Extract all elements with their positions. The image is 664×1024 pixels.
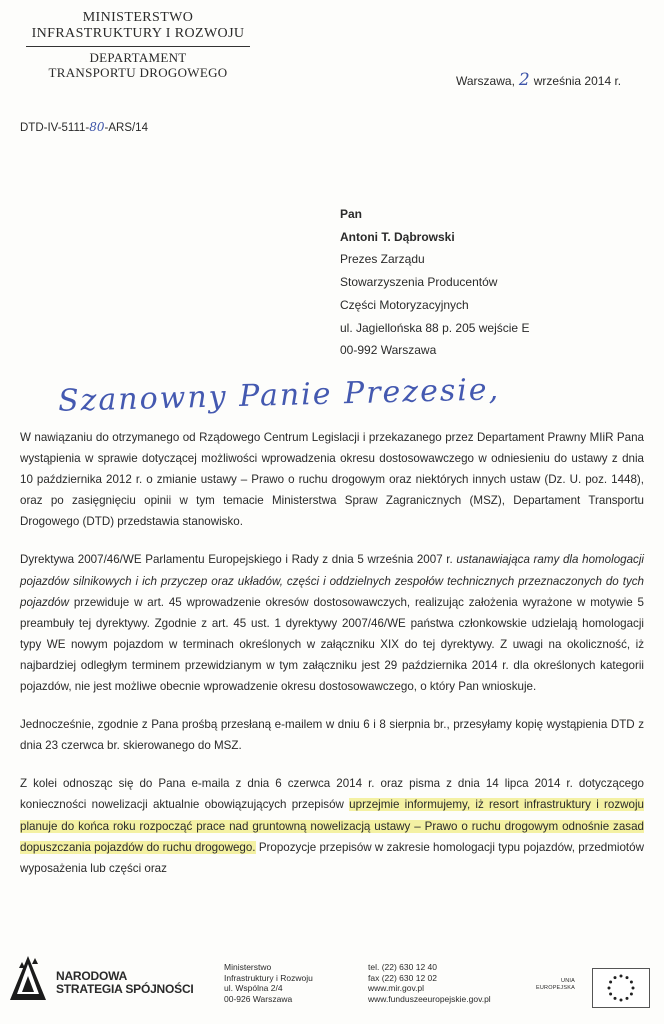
letterhead	[18, 10, 258, 80]
footer-address	[224, 962, 313, 1004]
ministry-name-line1: MINISTERSTWO	[82, 10, 194, 25]
letter-body	[20, 427, 644, 879]
paragraph-4	[20, 773, 644, 878]
eu-label-line1: UNIA	[561, 978, 575, 984]
addressee-position: Prezes Zarządu	[340, 252, 425, 267]
department-name-line1: DEPARTAMENT	[89, 50, 187, 65]
paragraph-4-rest: Propozycje przepisów w zakresie homologacji typu pojazdów, przedmiotów wyposażenia lub części oraz	[20, 840, 644, 875]
place: Warszawa,	[456, 74, 515, 88]
paragraph-4-intro: Z kolei odnosząc się do Pana e-maila z dnia 6 czerwca 2014 r. oraz pisma z dnia 14 lipca 2014 r. dotyczącego konieczności nowelizacji aktualnie obowiązujących przepisów	[20, 777, 644, 812]
month-year: września 2014 r.	[533, 74, 622, 88]
footer-addr-line4: 00-926 Warszawa	[224, 993, 293, 1004]
program-name-line2: STRATEGIA SPÓJNOŚCI	[56, 982, 194, 996]
nss-logo-icon	[8, 954, 48, 1002]
paragraph-3: Jednocześnie, zgodnie z Pana prośbą przesłaną e-mailem w dniu 6 i 8 sierpnia br., przesyłamy kopię wystąpienia DTD z dnia 23 czerwca br. skierowanego do MSZ.	[20, 718, 644, 753]
reference-number	[20, 120, 148, 134]
directive-title: ustanawiająca ramy dla homologacji pojazdów silnikowych i ich przyczep oraz układów, części i oddzielnych zespołów technicznych przeznaczonych do tych pojazdów	[20, 553, 644, 609]
paragraph-1: W nawiązaniu do otrzymanego od Rządowego Centrum Legislacji i przekazanego przez Departament Prawny MIiR Pana wystąpienia w sprawie dotyczącej możliwości wprowadzenia okresu dostosowawczego w odniesieniu do ustawy z dnia 10 października 2012 r. o zmianie ustawy – Prawo o ruchu drogowym oraz niektórych innych ustaw (Dz. U. poz. 1448), oraz po zasięgnięciu opinii w tym temacie Ministerstwa Spraw Zagranicznych (MSZ), Departament Transportu Drogowego (DTD) przedstawia stanowisko.	[20, 431, 644, 529]
addressee-street: ul. Jagiellońska 88 p. 205 wejście E	[340, 320, 530, 335]
eu-flag-icon	[592, 968, 650, 1008]
program-name	[56, 970, 194, 996]
footer-web-funds: www.funduszeeuropejskie.gov.pl	[368, 993, 491, 1004]
paragraph-2-rest: przewiduje w art. 45 wprowadzenie okresów dostosowawczych, realizując założenia wyrażone w motywie 5 preambuły tej dyrektywy. Zgodnie z art. 45 ust. 1 dyrektywy 2007/46/WE państwa członkowskie udzielają homologacji typy WE nowym pojazdom w terminach określonych w załączniku XIX do tej dyrektywy. Z uwagi na okoliczność, iż najbardziej odległym terminem przewidzianym w tym załączniku jest 29 października 2014 r. dla określonych kategorii pojazdów, nie jest możliwe obecnie wprowadzenie okresu dostosowawczego, o który Pan wnioskuje.	[20, 595, 644, 694]
addressee-name: Antoni T. Dąbrowski	[340, 229, 455, 244]
paragraph-2-intro: Dyrektywa 2007/46/WE Parlamentu Europejskiego i Rady z dnia 5 września 2007 r.	[20, 553, 453, 567]
addressee-org-line1: Stowarzyszenia Producentów	[340, 275, 498, 290]
letterhead-divider	[26, 46, 250, 47]
footer-addr-line3: ul. Wspólna 2/4	[224, 983, 283, 993]
footer-addr-line1: Ministerstwo	[224, 962, 272, 972]
ministry-name-line2: INFRASTRUKTURY I ROZWOJU	[31, 26, 245, 41]
paragraph-2	[20, 549, 644, 697]
addressee-block	[340, 203, 529, 362]
place-and-date	[456, 70, 621, 90]
handwritten-day: 2	[518, 70, 530, 90]
footer-contact	[368, 962, 491, 1004]
footer-addr-line2: Infrastruktury i Rozwoju	[224, 972, 313, 983]
ref-suffix: -ARS/14	[104, 122, 148, 134]
ref-prefix: DTD-IV-5111-	[20, 122, 90, 134]
addressee-org-line2: Części Motoryzacyjnych	[340, 297, 469, 312]
program-name-line1: NARODOWA	[56, 969, 128, 983]
highlighted-statement: uprzejmie informujemy, iż resort infrastruktury i rozwoju planuje do końca roku rozpocząć prace nad gruntowną nowelizacją ustawy – Prawo o ruchu drogowym odnośnie zasad dopuszczania pojazdów do ruchu drogowego.	[20, 798, 644, 854]
ref-handwritten: 80	[89, 120, 105, 134]
footer-fax: fax (22) 630 12 02	[368, 972, 437, 983]
footer-tel: tel. (22) 630 12 40	[368, 962, 437, 972]
handwritten-greeting: Szanowny Panie Prezesie,	[57, 372, 501, 419]
department-name-line2: TRANSPORTU DROGOWEGO	[48, 65, 228, 80]
eu-label	[536, 978, 575, 992]
addressee-title: Pan	[340, 207, 363, 221]
addressee-city: 00-992 Warszawa	[340, 343, 437, 358]
footer-web-mir: www.mir.gov.pl	[368, 983, 425, 993]
eu-label-line2: EUROPEJSKA	[536, 985, 575, 991]
